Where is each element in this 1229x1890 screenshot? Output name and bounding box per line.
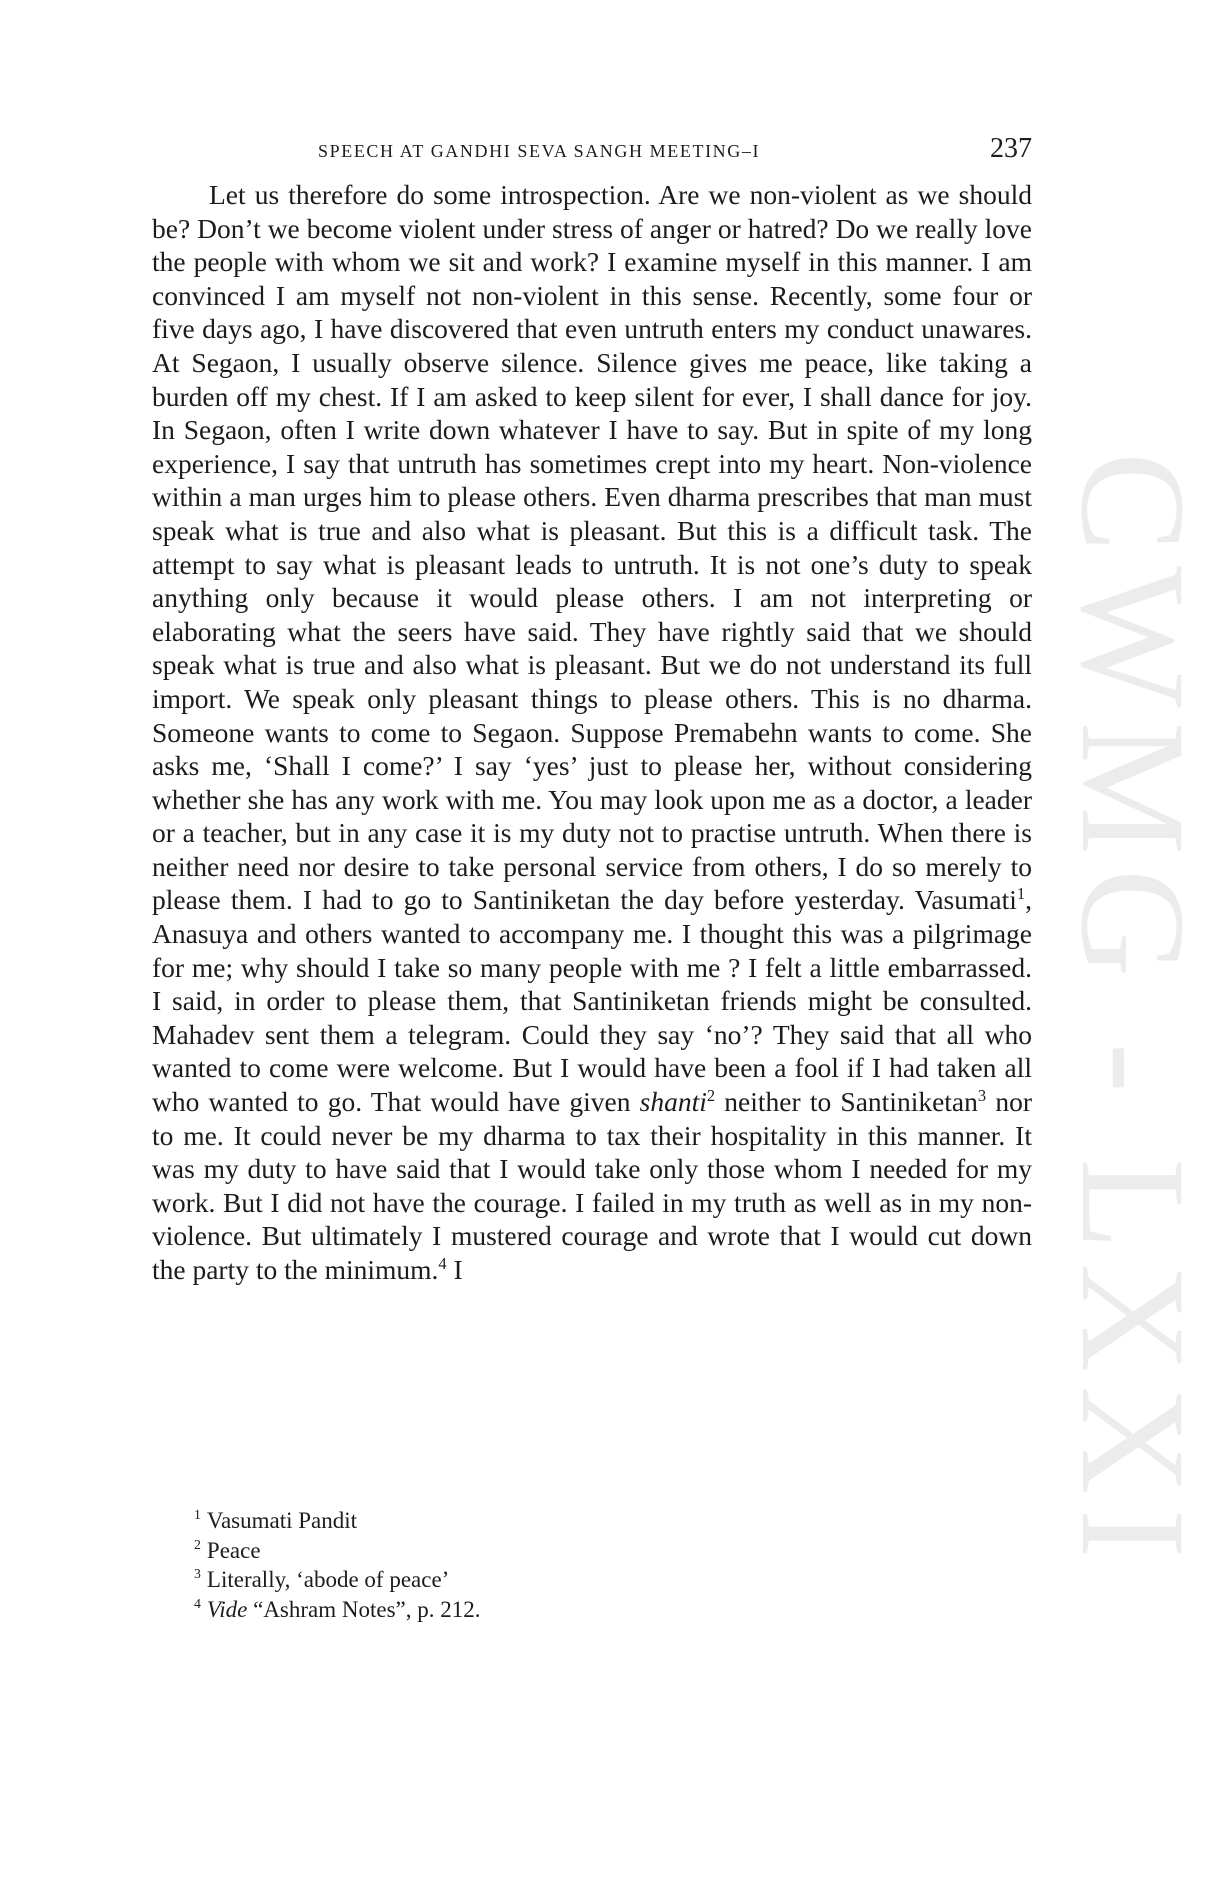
italic-term: shanti (639, 1086, 707, 1118)
watermark: CWMG - LXXI (1050, 452, 1216, 1573)
footnote-4 (194, 1595, 894, 1625)
footnote-text: Literally, ‘abode of peace’ (206, 1567, 450, 1592)
footnote-text: Peace (206, 1537, 261, 1563)
text-run: Let us therefore do some introspection. Are we non-violent as we should be? Don’t we become violent under stress of anger or hatred? Do we really love the people with whom we sit and work? I examine myself in this manner. I am convinced I am myself not non-violent in this sense. Recently, some four or five days ago, I have discovered that even untruth enters my conduct unawares. At Segaon, I usually observe silence. Silence gives me peace, like taking a burden off my chest. If I am asked to keep silent for ever, I shall dance for joy. In Segaon, often I write down whatever I have to say. But in spite of my long experience, I say that untruth has sometimes crept into my heart. Non-violence within a man urges him to please others. Even dharma prescribes that man must speak what is true and also what is pleasant. But this is a difficult task. The attempt to say what is pleasant leads to untruth. It is not one’s duty to speak anything only because it would please others. I am not interpreting or elaborating what the seers have said. They have rightly said that we should speak what is true and also what is pleasant. But we do not understand its full import. We speak only pleasant things to please others. This is no dharma. Someone wants to come to Segaon. Suppose Premabehn wants to come. She asks me, ‘Shall I come?’ I say ‘yes’ just to please her, without considering whether she has any work with me. You may look upon me as a doctor, a leader or a teacher, but in any case it is my duty not to practise untruth. When there is neither need nor desire to take personal service from others, I do so merely to please them. I had to go to Santiniketan the day before yesterday. Vasumati (152, 179, 1032, 916)
footnote-ref-1: 1 (1016, 884, 1026, 904)
footnote-2 (194, 1536, 894, 1566)
footnote-3 (194, 1565, 894, 1595)
text-run: , Anasuya and others wanted to accompany me. I thought this was a pilgrimage for me; why should I take so many people with me ? I felt a little embarrassed. I said, in order to please them, that Santiniketan friends might be consulted. Mahadev sent them a telegram. Could they say ‘no’? They said that all who wanted to come were welcome. But I would have been a fool if I had taken all who wanted to go. That would have given (152, 884, 1032, 1118)
footnote-1 (194, 1506, 894, 1536)
text-run: I (446, 1254, 463, 1285)
footnotes (194, 1506, 894, 1624)
paragraph (152, 178, 1032, 1287)
footnote-text: Vasumati Pandit (206, 1508, 358, 1533)
text-run: neither to Santiniketan (715, 1086, 978, 1118)
footnote-mark: 1 (194, 1507, 201, 1523)
footnote-mark: 4 (194, 1595, 201, 1611)
running-title: SPEECH AT GANDHI SEVA SANGH MEETING–I (318, 141, 761, 161)
footnote-ref-4: 4 (438, 1253, 447, 1273)
footnote-ref-2: 2 (706, 1085, 716, 1105)
footnote-mark: 3 (194, 1566, 201, 1582)
footnote-text: “Ashram Notes”, p. 212. (247, 1596, 481, 1622)
body-text (152, 178, 1032, 1287)
text-run: nor to me. It could never be my dharma to tax their hospitality in this manner. It was my duty to have said that I would take only those whom I needed for my work. But I did not have the courage. I failed in my truth as well as in my non-violence. But ultimately I mustered courage and wrote that I would cut down the party to the minimum. (152, 1086, 1032, 1285)
page-number: 237 (990, 133, 1032, 164)
footnote-mark: 2 (194, 1536, 201, 1552)
footnote-ref-3: 3 (977, 1085, 987, 1105)
footnote-italic: Vide (206, 1596, 248, 1622)
book-page (152, 0, 1032, 1890)
running-head (152, 133, 1032, 173)
